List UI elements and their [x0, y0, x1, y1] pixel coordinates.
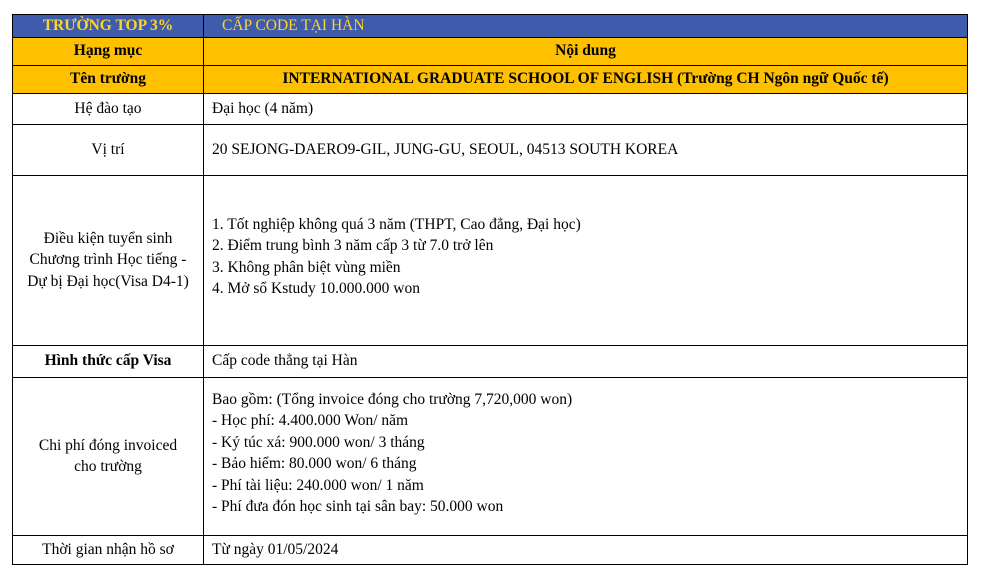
banner-code-label: CẤP CODE TẠI HÀN	[204, 15, 968, 38]
conditions-list	[204, 175, 968, 345]
list-item: - Ký túc xá: 900.000 won/ 3 tháng	[212, 433, 425, 451]
program-row	[13, 93, 968, 124]
fees-label	[13, 377, 204, 535]
list-item: - Bảo hiểm: 80.000 won/ 6 tháng	[212, 455, 417, 472]
fees-row	[13, 377, 968, 535]
conditions-label-line: Dự bị Đại học(Visa D4-1)	[27, 272, 189, 290]
conditions-label-line: Chương trình Học tiếng -	[29, 251, 187, 269]
header-category: Hạng mục	[13, 37, 204, 65]
conditions-label	[13, 175, 204, 345]
location-value: 20 SEJONG-DAERO9-GIL, JUNG-GU, SEOUL, 04513 SOUTH KOREA	[204, 124, 968, 175]
fees-label-line: cho trường	[74, 458, 142, 475]
program-label: Hệ đào tạo	[13, 93, 204, 124]
program-value: Đại học (4 năm)	[204, 93, 968, 124]
deadline-row	[13, 535, 968, 564]
fees-list	[204, 377, 968, 535]
deadline-label: Thời gian nhận hồ sơ	[13, 535, 204, 564]
banner-row	[13, 15, 968, 38]
list-item: 2. Điểm trung bình 3 năm cấp 3 từ 7.0 trở lên	[212, 237, 494, 254]
conditions-label-line: Điều kiện tuyển sinh	[43, 229, 173, 247]
header-row	[13, 37, 968, 65]
admission-table	[12, 14, 968, 565]
list-item: 4. Mở sổ Kstudy 10.000.000 won	[212, 280, 420, 297]
list-item: - Phí đưa đón học sinh tại sân bay: 50.000 won	[212, 498, 504, 515]
list-item: - Phí tài liệu: 240.000 won/ 1 năm	[212, 476, 424, 494]
list-item: - Học phí: 4.400.000 Won/ năm	[212, 412, 409, 429]
school-label: Tên trường	[13, 65, 204, 93]
list-item: Bao gồm: (Tổng invoice đóng cho trường 7,720,000 won)	[212, 390, 573, 408]
visa-value: Cấp code thẳng tại Hàn	[204, 345, 968, 377]
school-row	[13, 65, 968, 93]
location-row	[13, 124, 968, 175]
conditions-row	[13, 175, 968, 345]
visa-label: Hình thức cấp Visa	[13, 345, 204, 377]
banner-top-label: TRƯỜNG TOP 3%	[13, 15, 204, 38]
fees-label-line: Chi phí đóng invoiced	[38, 436, 178, 454]
list-item: 3. Không phân biệt vùng miền	[212, 258, 401, 276]
header-content: Nội dung	[204, 37, 968, 65]
deadline-value: Từ ngày 01/05/2024	[204, 535, 968, 564]
list-item: 1. Tốt nghiệp không quá 3 năm (THPT, Cao đẳng, Đại học)	[212, 215, 581, 233]
location-label: Vị trí	[13, 124, 204, 175]
visa-row	[13, 345, 968, 377]
school-name: INTERNATIONAL GRADUATE SCHOOL OF ENGLISH (Trường CH Ngôn ngữ Quốc tế)	[204, 65, 968, 93]
